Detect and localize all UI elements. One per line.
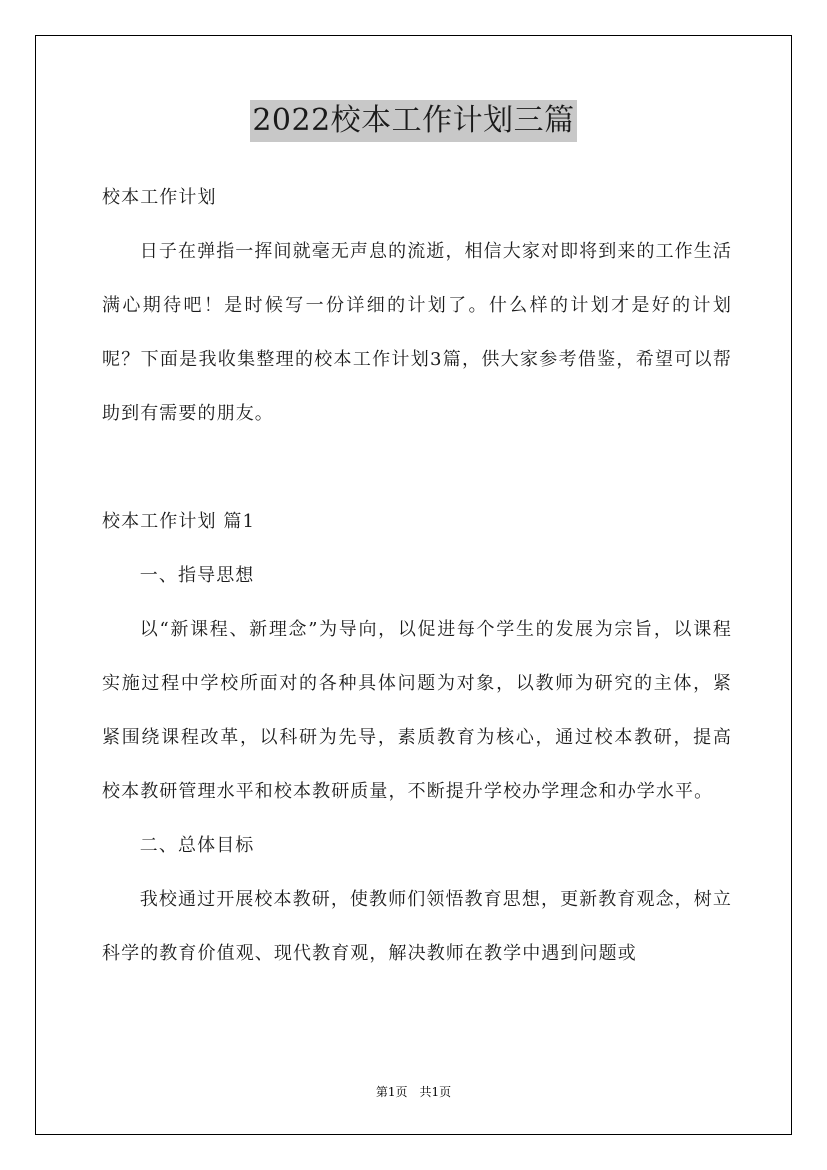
- page-number: 第1页 共1页: [375, 1085, 452, 1099]
- subtitle: 校本工作计划: [102, 187, 217, 208]
- title-container: [0, 100, 827, 142]
- part2-paragraph: 我校通过开展校本教研，使教师们领悟教育思想，更新教育观念，树立科学的教育价值观、现代教育观，解决教师在教学中遇到问题或: [102, 889, 732, 964]
- page-footer: [0, 1083, 827, 1100]
- part1-heading: 一、指导思想: [139, 565, 255, 586]
- intro-paragraph: 日子在弹指一挥间就毫无声息的流逝，相信大家对即将到来的工作生活满心期待吧！是时候写一份详细的计划了。什么样的计划才是好的计划呢？下面是我收集整理的校本工作计划3篇，供大家参考借鉴，希望可以帮助到有需要的朋友。: [102, 241, 732, 424]
- section-heading: 校本工作计划 篇1: [102, 511, 256, 532]
- document-body: [102, 171, 732, 981]
- part1-paragraph: 以“新课程、新理念”为导向，以促进每个学生的发展为宗旨，以课程实施过程中学校所面对的各种具体问题为对象，以教师为研究的主体，紧紧围绕课程改革，以科研为先导，素质教育为核心，通过校本教研，提高校本教研管理水平和校本教研质量，不断提升学校办学理念和办学水平。: [102, 619, 732, 802]
- part2-heading: 二、总体目标: [139, 835, 255, 856]
- document-title: 2022校本工作计划三篇: [250, 100, 576, 142]
